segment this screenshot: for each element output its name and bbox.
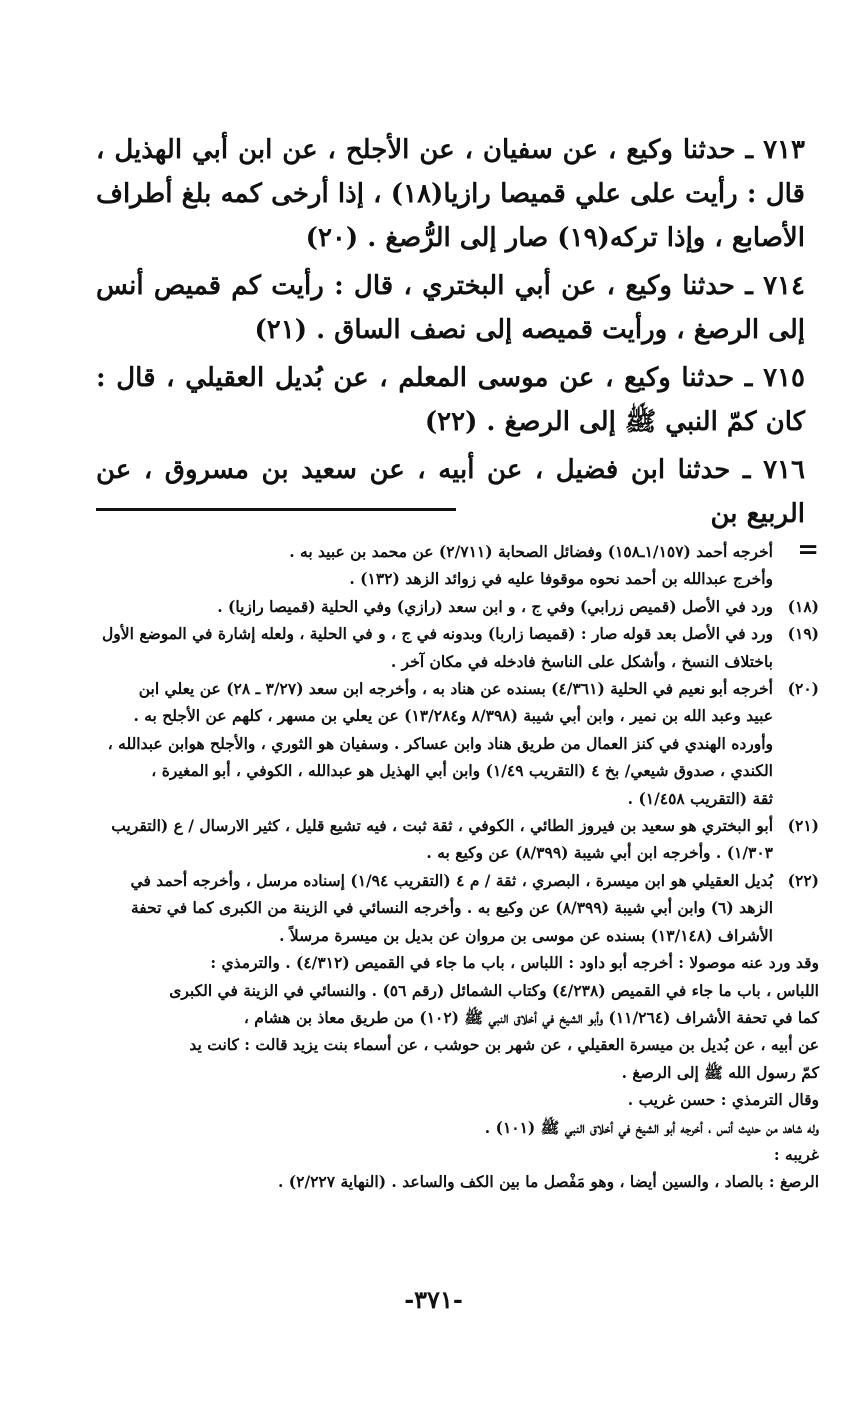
hadith-716: ٧١٦ ـ حدثنا ابن فضيل ، عن أبيه ، عن سعيد بن مسروق ، عن الربيع بن (96, 455, 805, 529)
footnote-line: وأخرج عبدالله بن أحمد نحوه موقوفا عليه في زوائد الزهد (١٣٢) . (349, 569, 773, 589)
footnote-number: (٢١) (787, 816, 819, 836)
footnote-line: الكندي ، صدوق شيعي/ بخ ٤ (التقريب ١/٤٩) وابن أبي الهذيل هو عبدالله ، الكوفي ، أبو المغيرة ، (151, 761, 773, 781)
footnote-line: غريبه : (773, 1144, 819, 1164)
footnote-line: أخرجه أحمد (١/١٥٧ـ١٥٨) وفضائل الصحابة (٢/٧١١) عن محمد بن عبيد به . (289, 542, 773, 561)
footnote-line: اللباس ، باب ما جاء في القميص (٤/٢٣٨) وكتاب الشمائل (رقم ٥٦) . والنسائي في الزينة في الكبرى (169, 980, 819, 1000)
footnote-line: وله شاهد من حديث أنس ، أخرجه أبو الشيخ في أخلاق النبي ﷺ (١٠١) . (484, 1117, 819, 1137)
footnote-19 (96, 620, 819, 675)
footnote-line: عن أبيه ، عن بُديل بن ميسرة العقيلي ، عن شهر بن حوشب ، عن أسماء بنت يزيد قالت : كانت يد (189, 1035, 819, 1055)
footnote-continuation (96, 535, 819, 593)
footnote-line: باختلاف النسخ ، وأشكل على الناسخ فادخله في مكان آخر . (390, 651, 773, 671)
footnote-line: أبو البختري هو سعيد بن فيروز الطائي ، الكوفي ، ثقة ثبت ، فيه تشيع قليل ، كثير الارسال / ع (التقريب (111, 816, 773, 836)
footnote-separator (96, 508, 456, 511)
footnote-line: ثقة (التقريب ١/٤٥٨) . (627, 788, 773, 808)
hadith-715: ٧١٥ ـ حدثنا وكيع ، عن موسى المعلم ، عن بُديل العقيلي ، قال : كان كمّ النبي ﷺ إلى الرصغ . (٢٢) (96, 363, 805, 437)
footnote-line: ورد في الأصل بعد قوله صار : (قميصا زاربا) وبدونه في ج ، و في الحلية ، ولعله إشارة في الموضع الأول (102, 624, 773, 644)
footnote-line: ورد في الأصل (قميص زرابي) وفي ج ، و ابن سعد (رازي) وفي الحلية (قميصا رازيا) . (217, 596, 773, 616)
footnote-18 (96, 593, 819, 620)
footnote-number: (٢٢) (787, 870, 819, 890)
footnote-line: عبيد وعبد الله بن نمير ، وابن أبي شيبة (٨/٣٩٨ و١٣/٢٨٤) عن يعلي بن مسهر ، كلهم عن الأجلح به . (133, 706, 773, 726)
footnote-line: بُديل العقيلي هو ابن ميسرة ، البصري ، ثقة / م ٤ (التقريب ١/٩٤) إسناده مرسل ، وأخرجه أحمد في (130, 870, 773, 890)
continuation-mark: = (797, 535, 819, 565)
footnote-number: (١٩) (787, 624, 819, 644)
footnote-line: وأورده الهندي في كنز العمال من طريق هناد وابن عساكر . وسفيان هو الثوري ، والأجلح هوابن عبدالله ، (107, 733, 773, 753)
footnote-line: وقد ورد عنه موصولا : أخرجه أبو داود : اللباس ، باب ما جاء في القميص (٤/٣١٢) . والترمذي : (210, 953, 819, 973)
footnote-line: كما في تحفة الأشراف (١١/٢٦٤) وأبو الشيخ في أخلاق النبي ﷺ (١٠٢) من طريق معاذ بن هشام ، (243, 1007, 819, 1027)
hadith-714: ٧١٤ ـ حدثنا وكيع ، عن أبي البختري ، قال : رأيت كم قميص أنس إلى الرصغ ، ورأيت قميصه إلى نصف الساق . (٢١) (96, 271, 805, 345)
footnote-number: (٢٠) (787, 679, 819, 699)
footnote-line: ١/٣٠٣) . وأخرجه ابن أبي شيبة (٨/٣٩٩) عن وكيع به . (426, 843, 773, 863)
footnote-20 (96, 675, 819, 812)
footnote-22 (96, 867, 819, 949)
footnotes (96, 535, 819, 1196)
main-text (96, 128, 805, 540)
footnote-line: الرصغ : بالصاد ، والسين أيضا ، وهو مَفْصل ما بين الكف والساعد . (النهاية ٢/٢٢٧) . (277, 1172, 819, 1192)
footnote-21 (96, 812, 819, 867)
footnote-line: كمّ رسول الله ﷺ إلى الرصغ . (621, 1062, 819, 1082)
footnote-line: الأشراف (١٣/١٤٨) بسنده عن موسى بن مروان عن بديل بن ميسرة مرسلاً . (279, 925, 773, 945)
footnote-line: وقال الترمذي : حسن غريب . (627, 1090, 819, 1110)
footnote-22-continued (96, 949, 819, 1196)
footnote-line: أخرجه أبو نعيم في الحلية (٤/٣٦١) بسنده عن هناد به ، وأخرجه ابن سعد (٣/٢٧ ـ ٢٨) عن يعلي ابن (138, 679, 773, 699)
page-number: -٣٧١- (404, 1285, 463, 1314)
hadith-713: ٧١٣ ـ حدثنا وكيع ، عن سفيان ، عن الأجلح ، عن ابن أبي الهذيل ، قال : رأيت على علي قميصا رازيا(١٨) ، إذا أرخى كمه بلغ أطراف الأصابع ، وإذا تركه(١٩) صار إلى الرُّصغ . (٢٠) (96, 135, 805, 253)
footnote-line: الزهد (٦) وابن أبي شيبة (٨/٣٩٩) عن وكيع به . وأخرجه النسائي في الزينة من الكبرى كما في تحفة (130, 898, 773, 918)
footnote-number: (١٨) (787, 596, 819, 616)
